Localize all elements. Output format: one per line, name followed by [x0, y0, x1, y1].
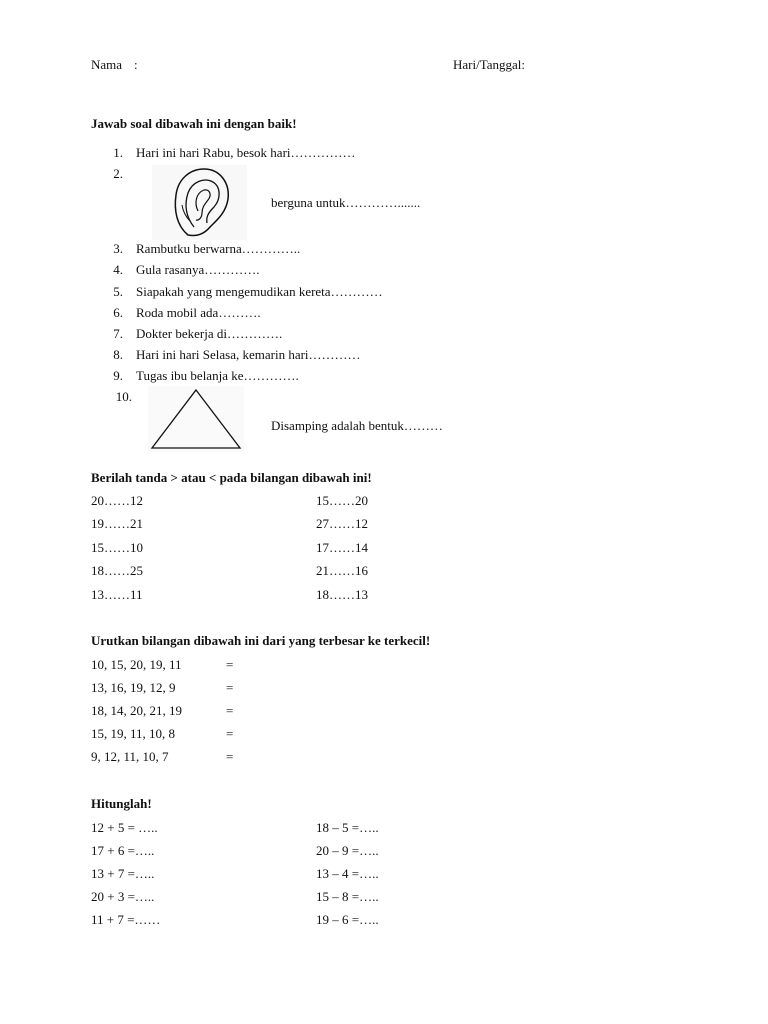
addition-problem: 13 + 7 =….. [91, 866, 155, 881]
ear-icon [152, 165, 247, 240]
date-label: Hari/Tanggal: [453, 57, 526, 72]
subtraction-problem: 18 – 5 =….. [316, 820, 379, 835]
addition-problem: 20 + 3 =….. [91, 889, 155, 904]
question-text: Dokter bekerja di…………. [136, 326, 283, 341]
comparison-right: 27……12 [316, 516, 368, 531]
item-number: 3. [113, 241, 123, 256]
section4-instruction: Hitunglah! [91, 796, 152, 811]
comparison-left: 19……21 [91, 516, 143, 531]
question-text: Siapakah yang mengemudikan kereta………… [136, 284, 383, 299]
comparison-left: 15……10 [91, 540, 143, 555]
comparison-left: 18……25 [91, 563, 143, 578]
triangle-icon [148, 386, 244, 452]
addition-problem: 12 + 5 = ….. [91, 820, 158, 835]
name-colon: : [134, 57, 138, 72]
item-number: 1. [113, 145, 123, 160]
question-text: Gula rasanya…………. [136, 262, 260, 277]
subtraction-problem: 13 – 4 =….. [316, 866, 379, 881]
subtraction-problem: 15 – 8 =….. [316, 889, 379, 904]
item-number: 7. [113, 326, 123, 341]
subtraction-problem: 19 – 6 =….. [316, 912, 379, 927]
section2-instruction: Berilah tanda > atau < pada bilangan dibawah ini! [91, 470, 372, 485]
equals-sign: = [226, 749, 234, 764]
number-sequence: 15, 19, 11, 10, 8 [91, 726, 176, 741]
section3-instruction: Urutkan bilangan dibawah ini dari yang terbesar ke terkecil! [91, 633, 431, 648]
comparison-right: 15……20 [316, 493, 368, 508]
question-text: berguna untuk…………....... [271, 195, 421, 210]
item-number: 4. [113, 262, 123, 277]
question-text: Roda mobil ada………. [136, 305, 261, 320]
equals-sign: = [226, 726, 234, 741]
number-sequence: 13, 16, 19, 12, 9 [91, 680, 176, 695]
number-sequence: 9, 12, 11, 10, 7 [91, 749, 169, 764]
comparison-right: 21……16 [316, 563, 368, 578]
item-number: 9. [113, 368, 123, 383]
question-text: Rambutku berwarna………….. [136, 241, 301, 256]
name-label: Nama [91, 57, 123, 72]
item-number: 6. [113, 305, 123, 320]
question-text: Disamping adalah bentuk……… [271, 418, 443, 433]
item-number: 2. [113, 166, 123, 181]
equals-sign: = [226, 680, 234, 695]
equals-sign: = [226, 703, 234, 718]
number-sequence: 18, 14, 20, 21, 19 [91, 703, 182, 718]
section1-instruction: Jawab soal dibawah ini dengan baik! [91, 116, 297, 131]
question-text: Hari ini hari Selasa, kemarin hari………… [136, 347, 361, 362]
comparison-right: 18……13 [316, 587, 368, 602]
item-number: 10. [115, 389, 132, 404]
question-text: Tugas ibu belanja ke…………. [136, 368, 299, 383]
number-sequence: 10, 15, 20, 19, 11 [91, 657, 182, 672]
comparison-right: 17……14 [316, 540, 368, 555]
question-text: Hari ini hari Rabu, besok hari…………… [136, 145, 356, 160]
comparison-left: 20……12 [91, 493, 143, 508]
addition-problem: 17 + 6 =….. [91, 843, 155, 858]
equals-sign: = [226, 657, 234, 672]
comparison-left: 13……11 [91, 587, 143, 602]
addition-problem: 11 + 7 =…… [91, 912, 161, 927]
item-number: 5. [113, 284, 123, 299]
item-number: 8. [113, 347, 123, 362]
subtraction-problem: 20 – 9 =….. [316, 843, 379, 858]
